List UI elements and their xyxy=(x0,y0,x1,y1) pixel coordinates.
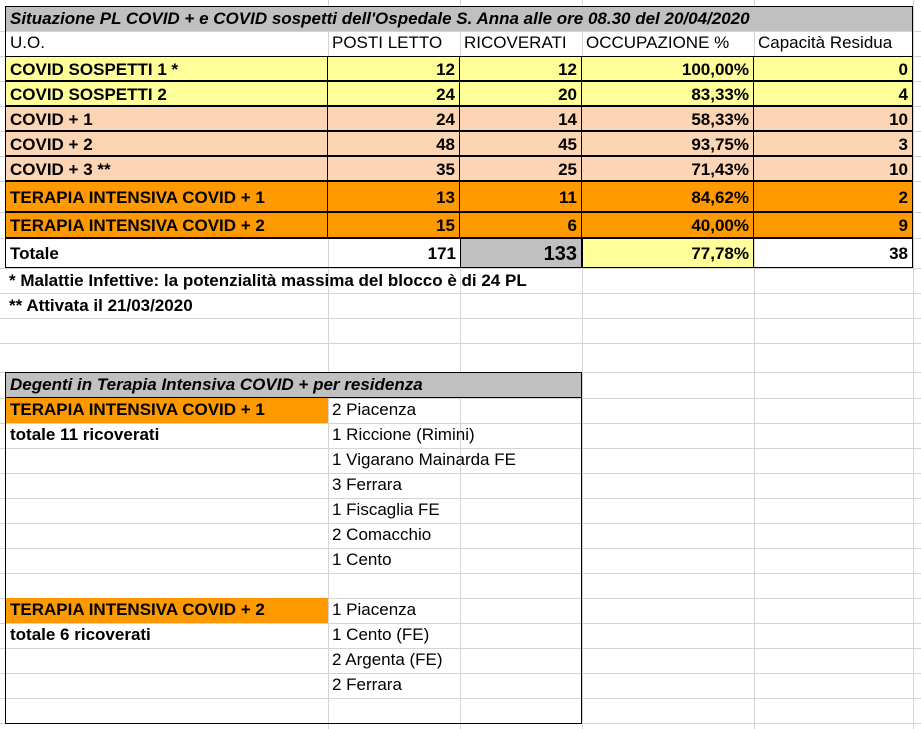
header-capacita[interactable]: Capacità Residua xyxy=(754,31,913,56)
row-posti[interactable]: 48 xyxy=(328,131,460,156)
row-posti[interactable]: 24 xyxy=(328,106,460,131)
row-occupazione[interactable]: 58,33% xyxy=(582,106,754,131)
page-title[interactable]: Situazione PL COVID + e COVID sospetti dell'Ospedale S. Anna alle ore 08.30 del 20/04/2020 xyxy=(5,6,913,31)
residence-total-2[interactable]: totale 6 ricoverati xyxy=(10,625,151,644)
row-occupazione[interactable]: 83,33% xyxy=(582,81,754,106)
row-ricoverati[interactable]: 6 xyxy=(460,212,582,238)
row-capacita[interactable]: 10 xyxy=(754,106,913,131)
row-name[interactable]: COVID SOSPETTI 2 xyxy=(5,81,328,106)
row-occupazione[interactable]: 93,75% xyxy=(582,131,754,156)
note-1[interactable]: * Malattie Infettive: la potenzialità massima del blocco è di 24 PL xyxy=(9,271,527,290)
row-ricoverati[interactable]: 12 xyxy=(460,56,582,81)
row-posti[interactable]: 13 xyxy=(328,181,460,212)
total-occupazione[interactable]: 77,78% xyxy=(582,238,754,268)
row-name[interactable]: COVID + 2 xyxy=(5,131,328,156)
residence-item[interactable]: 1 Riccione (Rimini) xyxy=(332,425,475,444)
residence-item[interactable]: 1 Cento (FE) xyxy=(332,625,430,644)
row-posti[interactable]: 12 xyxy=(328,56,460,81)
residence-item[interactable]: 3 Ferrara xyxy=(332,475,402,494)
row-ricoverati[interactable]: 20 xyxy=(460,81,582,106)
row-name[interactable]: TERAPIA INTENSIVA COVID + 1 xyxy=(5,181,328,212)
total-label[interactable]: Totale xyxy=(5,238,328,268)
header-posti-letto[interactable]: POSTI LETTO xyxy=(332,33,443,52)
residence-item[interactable]: 2 Argenta (FE) xyxy=(332,650,443,669)
residence-unit-1[interactable]: TERAPIA INTENSIVA COVID + 1 xyxy=(6,398,328,423)
row-capacita[interactable]: 4 xyxy=(754,81,913,106)
row-capacita[interactable]: 2 xyxy=(754,181,913,212)
row-name[interactable]: COVID SOSPETTI 1 * xyxy=(5,56,328,81)
residence-item[interactable]: 1 Piacenza xyxy=(332,600,417,619)
row-capacita[interactable]: 10 xyxy=(754,156,913,181)
gridline xyxy=(913,0,914,729)
row-ricoverati[interactable]: 45 xyxy=(460,131,582,156)
row-name[interactable]: TERAPIA INTENSIVA COVID + 2 xyxy=(5,212,328,238)
residence-item[interactable]: 1 Fiscaglia FE xyxy=(332,500,440,519)
residence-title[interactable]: Degenti in Terapia Intensiva COVID + per residenza xyxy=(5,372,582,398)
note-2[interactable]: ** Attivata il 21/03/2020 xyxy=(9,296,193,315)
row-capacita[interactable]: 3 xyxy=(754,131,913,156)
total-capacita[interactable]: 38 xyxy=(754,238,913,268)
row-capacita[interactable]: 0 xyxy=(754,56,913,81)
header-occupazione[interactable]: OCCUPAZIONE % xyxy=(586,33,730,52)
residence-item[interactable]: 1 Cento xyxy=(332,550,392,569)
row-name[interactable]: COVID + 1 xyxy=(5,106,328,131)
total-ricoverati[interactable]: 133 xyxy=(460,238,582,268)
row-occupazione[interactable]: 71,43% xyxy=(582,156,754,181)
row-occupazione[interactable]: 84,62% xyxy=(582,181,754,212)
row-occupazione[interactable]: 40,00% xyxy=(582,212,754,238)
residence-total-1[interactable]: totale 11 ricoverati xyxy=(10,425,160,444)
row-ricoverati[interactable]: 14 xyxy=(460,106,582,131)
row-capacita[interactable]: 9 xyxy=(754,212,913,238)
row-posti[interactable]: 24 xyxy=(328,81,460,106)
row-occupazione[interactable]: 100,00% xyxy=(582,56,754,81)
residence-unit-2[interactable]: TERAPIA INTENSIVA COVID + 2 xyxy=(6,598,328,623)
row-posti[interactable]: 15 xyxy=(328,212,460,238)
residence-item[interactable]: 2 Comacchio xyxy=(332,525,432,544)
residence-item[interactable]: 2 Piacenza xyxy=(332,400,417,419)
residence-item[interactable]: 2 Ferrara xyxy=(332,675,402,694)
header-uo[interactable]: U.O. xyxy=(5,31,328,56)
row-posti[interactable]: 35 xyxy=(328,156,460,181)
row-name[interactable]: COVID + 3 ** xyxy=(5,156,328,181)
row-ricoverati[interactable]: 25 xyxy=(460,156,582,181)
row-ricoverati[interactable]: 11 xyxy=(460,181,582,212)
residence-item[interactable]: 1 Vigarano Mainarda FE xyxy=(332,450,516,469)
header-ricoverati[interactable]: RICOVERATI xyxy=(464,33,567,52)
total-posti[interactable]: 171 xyxy=(328,238,460,268)
